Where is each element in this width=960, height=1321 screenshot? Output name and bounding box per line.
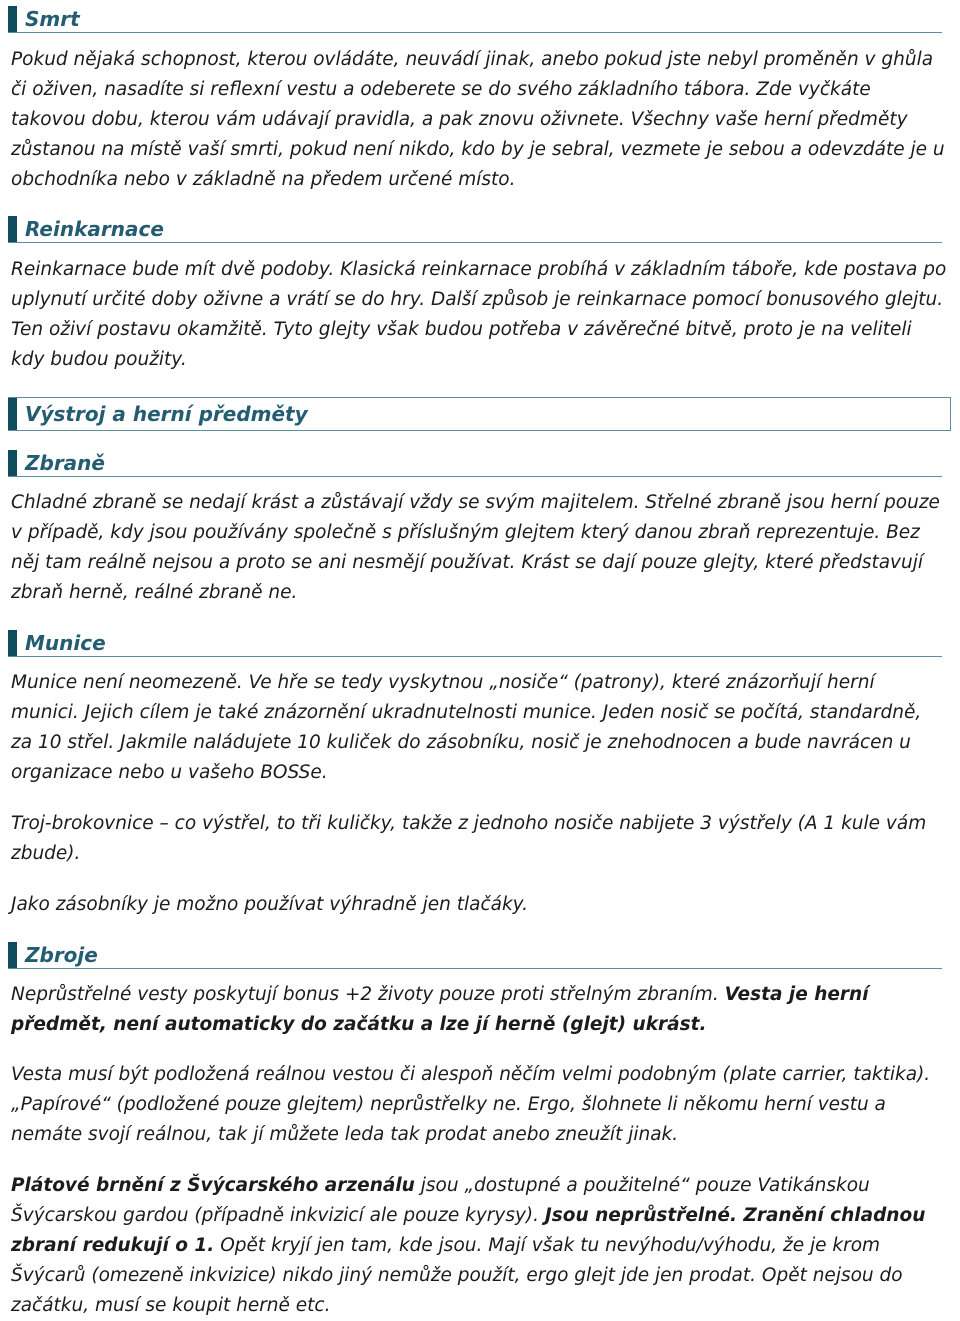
heading-zbroje bbox=[8, 942, 942, 969]
paragraph-zbroje-2: Vesta musí být podložená reálnou vestou či alespoň něčím velmi podobným (plate carrier, taktika). „Papírové“ (podložené pouze glejtem) neprůstřelky ne. Ergo, šlohnete li někomu herní vestu a nemáte svojí reálnou, tak jí můžete leda tak prodat anebo zneužít jinak. bbox=[11, 1064, 931, 1145]
heading-bar bbox=[8, 216, 17, 242]
heading-smrt bbox=[8, 6, 942, 33]
plate-armor-title: Plátové brnění z Švýcarského arzenálu bbox=[11, 1175, 415, 1196]
paragraph-zbroje-1 bbox=[11, 980, 947, 1040]
heading-bar bbox=[8, 398, 17, 430]
heading-bar bbox=[8, 942, 17, 968]
paragraph-munice-2: Troj-brokovnice – co výstřel, to tři kuličky, takže z jednoho nosiče nabijete 3 výstřely (A 1 kule vám zbude). bbox=[11, 813, 927, 864]
heading-text: Smrt bbox=[25, 7, 80, 31]
zbroje-text-bold: Vesta je herní předmět, není automaticky do začátku a lze jí herně (glejt) ukrást. bbox=[11, 984, 869, 1035]
heading-text: Výstroj a herní předměty bbox=[25, 402, 308, 426]
paragraph-reinkarnace: Reinkarnace bude mít dvě podoby. Klasická reinkarnace probíhá v základním táboře, kde postava po uplynutí určité doby oživne a vrátí se do hry. Další způsob je reinkarnace pomocí bonusového glejtu. Ten oživí postavu okamžitě. Tyto glejty však budou potřeba v závěrečné bitvě, proto je na veliteli kdy budou použity. bbox=[11, 259, 947, 370]
plate-armor-bold: Jsou neprůstřelné. Zranění chladnou zbraní redukují o 1. bbox=[11, 1205, 926, 1256]
heading-vystroj bbox=[8, 397, 951, 431]
plate-armor-rest: Opět kryjí jen tam, kde jsou. Mají však tu nevýhodu/výhodu, že je krom Švýcarů (omezeně inkvizice) nikdo jiný nemůže použít, ergo glejt jde jen prodat. Opět nejsou do začátku, musí se koupit herně etc. bbox=[11, 1235, 903, 1316]
plate-armor-text: jsou „dostupné a použitelné“ pouze Vatikánskou Švýcarskou gardou (případně inkvizicí ale pouze kyrysy). bbox=[11, 1175, 870, 1226]
paragraph-zbroje-3 bbox=[11, 1171, 947, 1321]
paragraph-smrt: Pokud nějaká schopnost, kterou ovládáte, neuvádí jinak, anebo pokud jste nebyl proměněn v ghůla či oživen, nasadíte si reflexní vestu a odeberete se do svého základního tábora. Zde vyčkáte takovou dobu, kterou vám udávají pravidla, a pak znovu oživnete. Všechny vaše herní předměty zůstanou na místě vaší smrti, pokud není nikdo, kdo by je sebral, vezmete je sebou a odevzdáte je u obchodníka nebo v základně na předem určené místo. bbox=[11, 49, 945, 190]
heading-bar bbox=[8, 450, 17, 476]
heading-text: Reinkarnace bbox=[25, 217, 164, 241]
paragraph-munice-3: Jako zásobníky je možno používat výhradně jen tlačáky. bbox=[11, 894, 529, 915]
heading-text: Zbroje bbox=[25, 943, 98, 967]
heading-bar bbox=[8, 630, 17, 656]
heading-text: Zbraně bbox=[25, 451, 105, 475]
heading-bar bbox=[8, 6, 17, 32]
zbroje-text-regular: Neprůstřelné vesty poskytují bonus +2 životy pouze proti střelným zbraním. bbox=[11, 984, 725, 1005]
heading-reinkarnace bbox=[8, 216, 942, 243]
paragraph-zbrane: Chladné zbraně se nedají krást a zůstávají vždy se svým majitelem. Střelné zbraně jsou herní pouze v případě, kdy jsou používány společně s příslušným glejtem který danou zbraň reprezentuje. Bez něj tam reálně nejsou a proto se ani nesmějí používat. Krást se dají pouze glejty, které představují zbraň herně, reálné zbraně ne. bbox=[11, 492, 940, 603]
heading-text: Munice bbox=[25, 631, 106, 655]
heading-zbrane bbox=[8, 450, 942, 477]
heading-munice bbox=[8, 630, 942, 657]
paragraph-munice-1: Munice není neomezeně. Ve hře se tedy vyskytnou „nosiče“ (patrony), které znázorňují herní munici. Jejich cílem je také znázornění ukradnutelnosti munice. Jeden nosič se počítá, standardně, za 10 střel. Jakmile naládujete 10 kuliček do zásobníku, nosič je znehodnocen a bude navrácen u organizace nebo u vašeho BOSSe. bbox=[11, 672, 922, 783]
